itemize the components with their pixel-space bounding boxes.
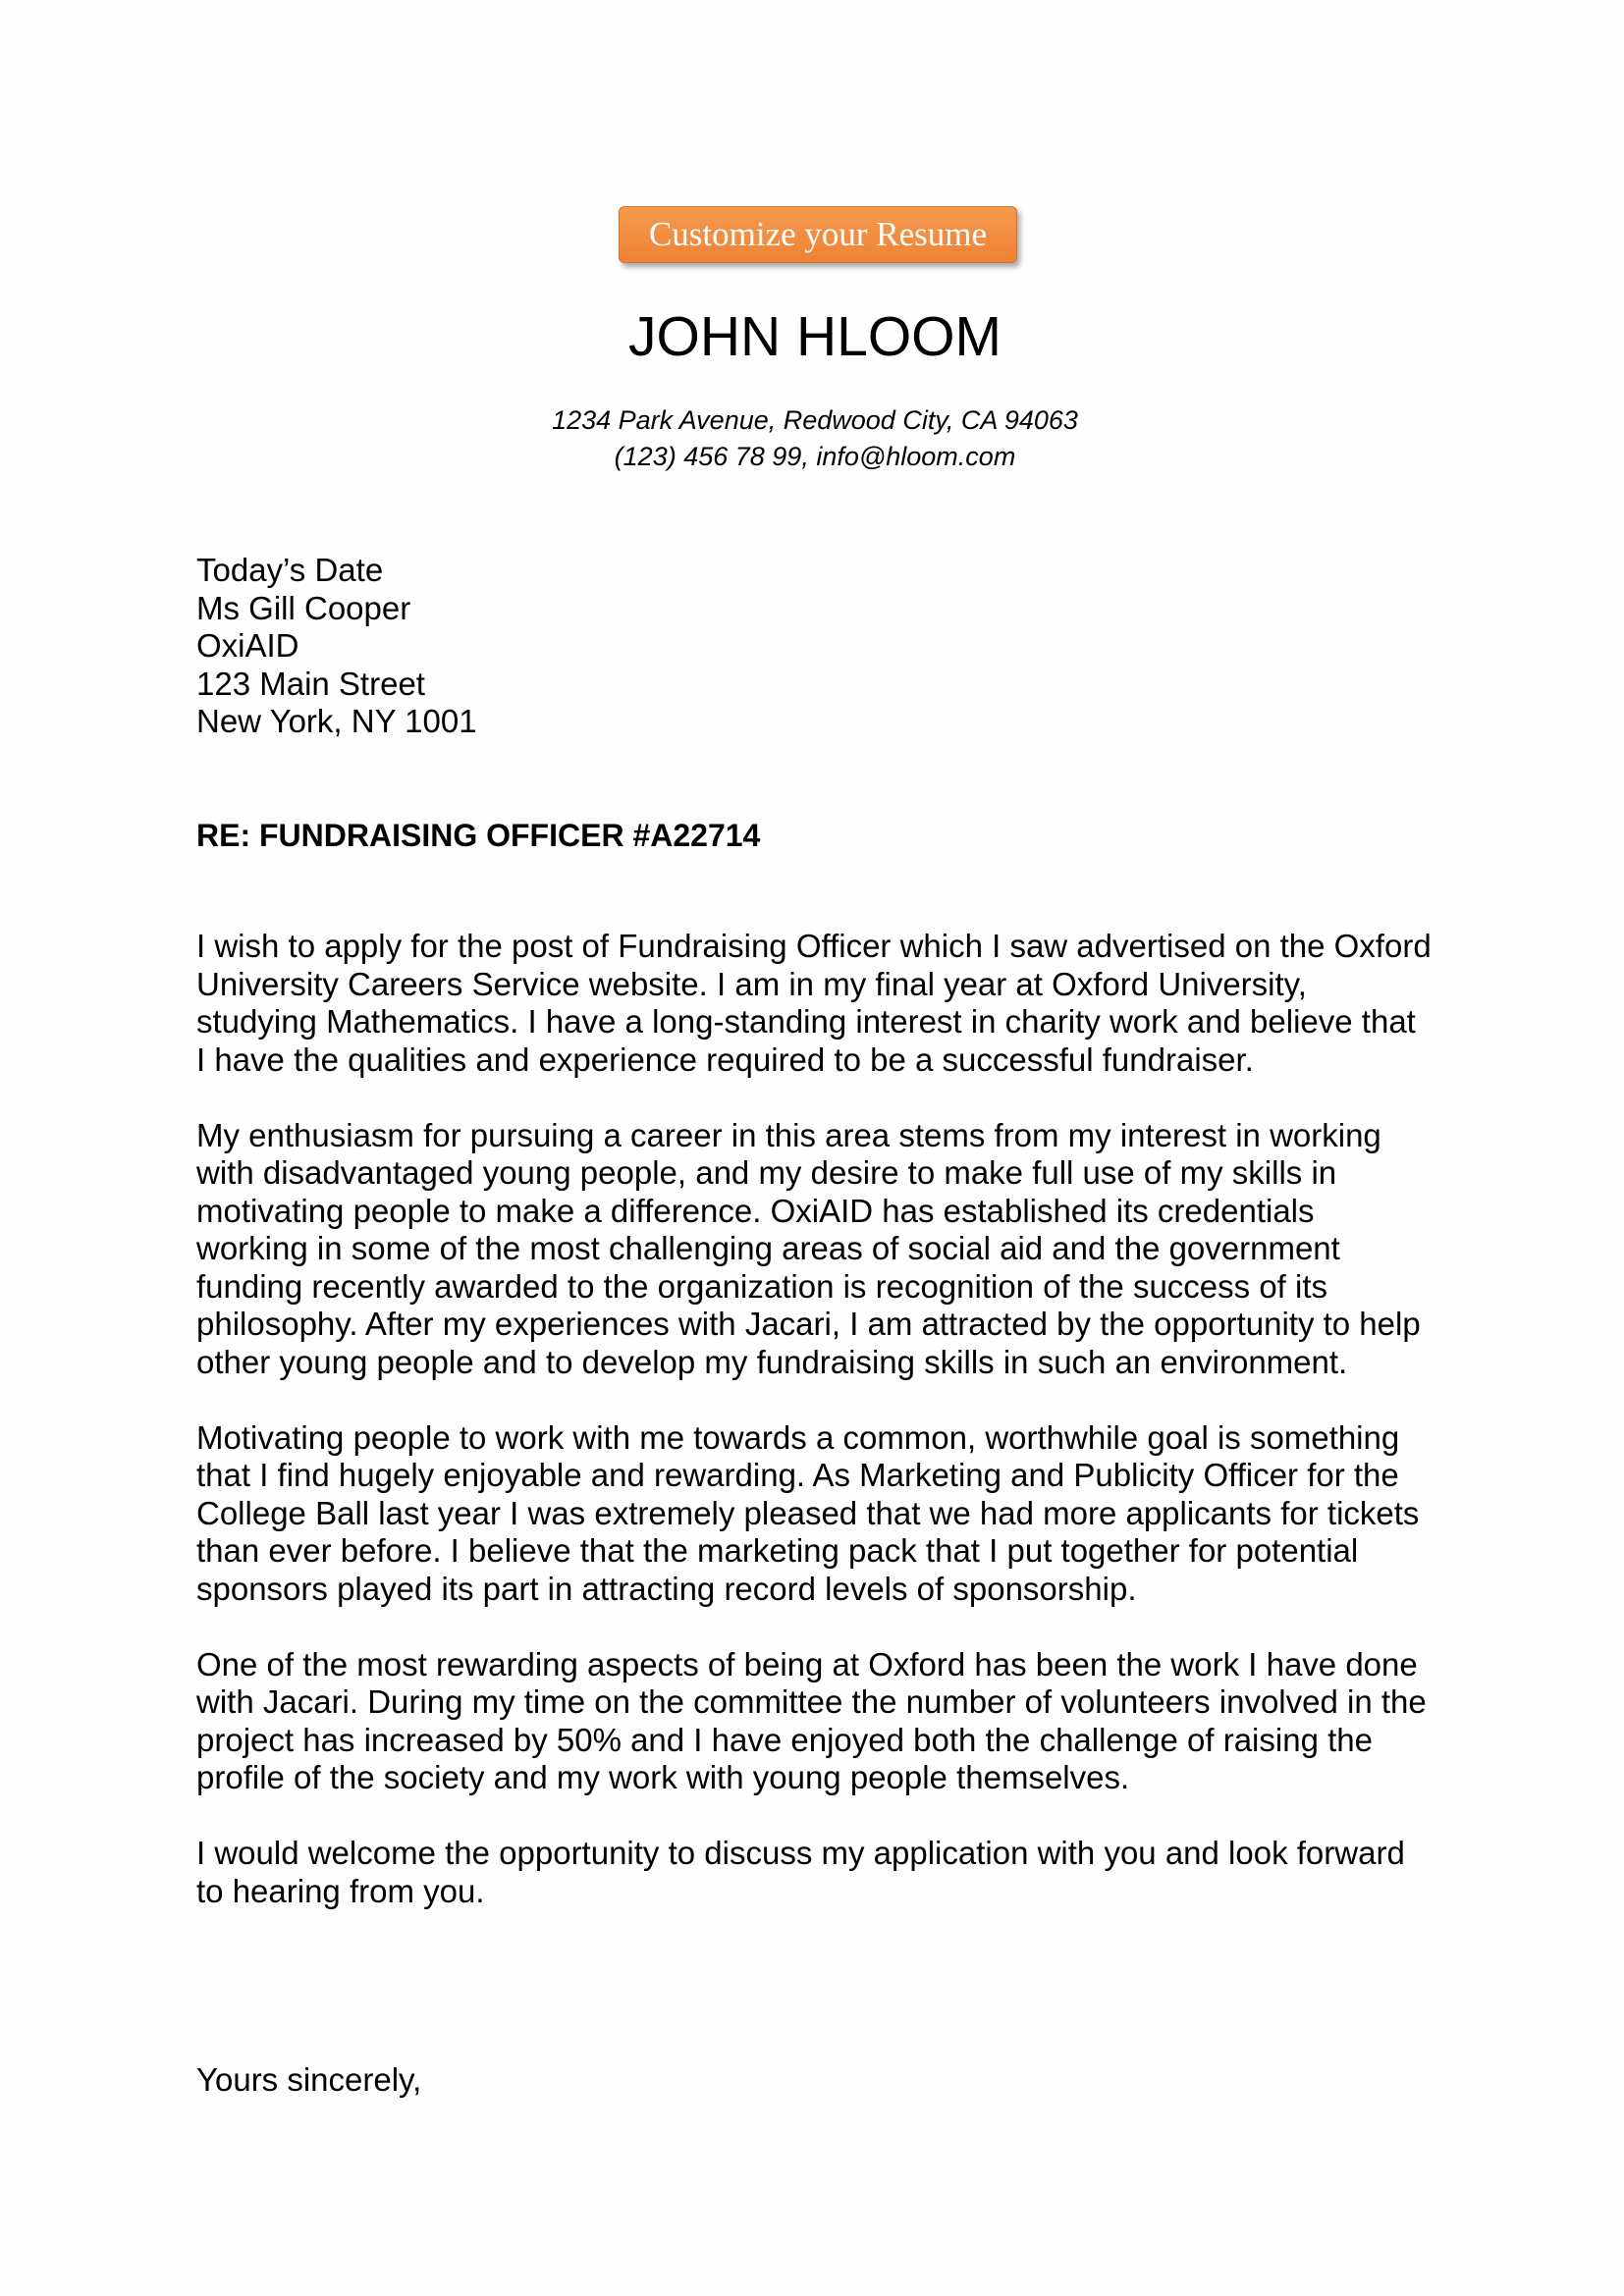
sender-contact bbox=[3, 402, 1624, 475]
subject-line: RE: FUNDRAISING OFFICER #A22714 bbox=[196, 818, 761, 853]
recipient-company: OxiAID bbox=[196, 627, 299, 664]
customize-resume-button[interactable]: Customize your Resume bbox=[619, 206, 1017, 263]
body-paragraph: One of the most rewarding aspects of being at Oxford has been the work I have done with Jacari. During my time on the committee the number of volunteers involved in the project has increased by 50% and I have enjoyed both the challenge of raising the profile of the society and my work with young people themselves. bbox=[196, 1645, 1427, 1795]
recipient-city: New York, NY 1001 bbox=[196, 703, 477, 739]
body-paragraph: Motivating people to work with me towards a common, worthwhile goal is something that I find hugely enjoyable and rewarding. As Marketing and Publicity Officer for the College Ball last year I was extremely pleased that we had more applicants for tickets than ever before. I believe that the marketing pack that I put together for potential sponsors played its part in attracting record levels of sponsorship. bbox=[196, 1418, 1420, 1607]
body-paragraph: I wish to apply for the post of Fundraising Officer which I saw advertised on the Oxford University Careers Service website. I am in my final year at Oxford University, studying Mathematics. I have a long-standing interest in charity work and believe that I have the qualities and experience required to be a successful fundraiser. bbox=[196, 928, 1432, 1078]
cta-container bbox=[0, 206, 1624, 263]
recipient-name: Ms Gill Cooper bbox=[196, 589, 411, 626]
recipient-street: 123 Main Street bbox=[196, 665, 425, 702]
sender-address: 1234 Park Avenue, Redwood City, CA 94063 bbox=[552, 405, 1078, 435]
recipient-block bbox=[196, 552, 477, 741]
sender-name: JOHN HLOOM bbox=[627, 305, 1002, 368]
sender-phone-email: (123) 456 78 99, info@hloom.com bbox=[614, 442, 1016, 471]
body-paragraph: My enthusiasm for pursuing a career in this area stems from my interest in working with disadvantaged young people, and my desire to make full use of my skills in motivating people to make a difference. OxiAID has established its credentials working in some of the most challenging areas of social aid and the government funding recently awarded to the organization is recognition of the success of its philosophy. After my experiences with Jacari, I am attracted by the opportunity to help other young people and to develop my fundraising skills in such an environment. bbox=[196, 1116, 1421, 1380]
closing-salutation: Yours sincerely, bbox=[196, 2061, 422, 2098]
body-paragraph: I would welcome the opportunity to discuss my application with you and look forward to hearing from you. bbox=[196, 1835, 1405, 1909]
letter-body bbox=[196, 928, 1434, 1949]
letter-date: Today’s Date bbox=[196, 552, 384, 588]
